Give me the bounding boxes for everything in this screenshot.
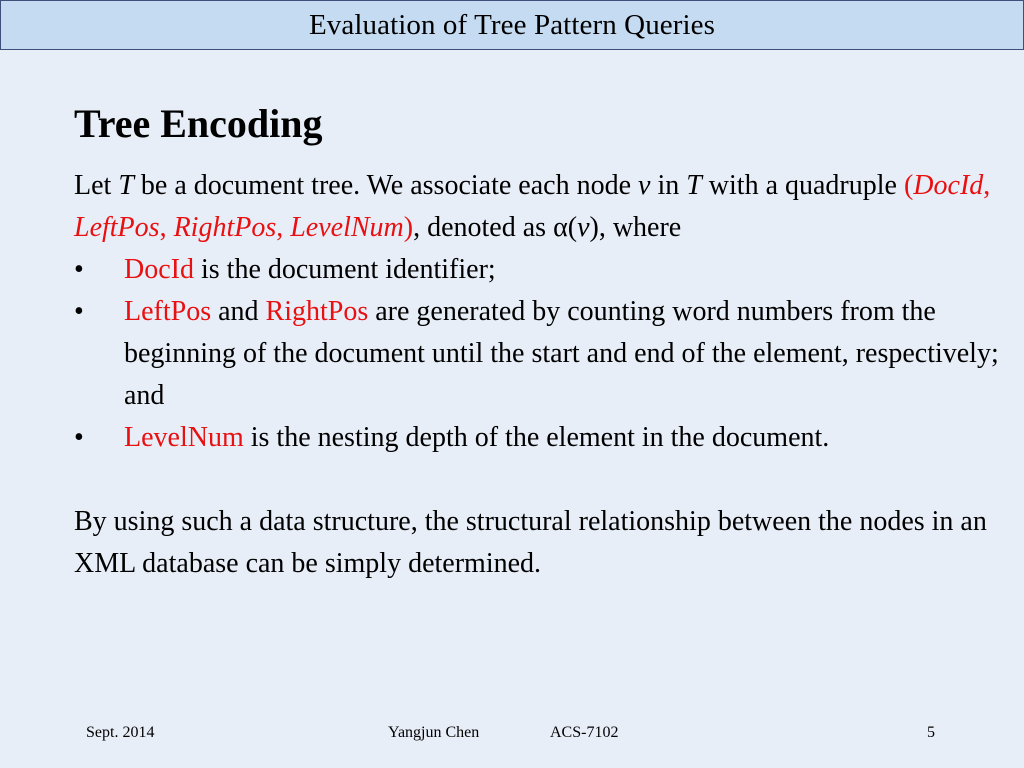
intro-text: in [650, 170, 687, 201]
var-v: v [577, 212, 590, 243]
quadruple-open: ( [903, 170, 914, 201]
footer-date: Sept. 2014 [86, 724, 155, 741]
footer-author: Yangjun Chen [388, 724, 480, 741]
bullet-item [74, 417, 1004, 459]
bullet-marker: • [74, 254, 84, 285]
intro-text: , denoted as [413, 212, 554, 243]
quad-sep: , [983, 170, 991, 201]
quad-leftpos: LeftPos [74, 212, 160, 243]
bullet-item [74, 291, 1004, 417]
intro-text: be a document tree. We associate each node [133, 170, 638, 201]
alpha-symbol: α [553, 212, 568, 243]
quad-docid: DocId [913, 170, 984, 201]
var-t: T [118, 170, 134, 201]
paren: ) [589, 212, 599, 243]
slide-title: Evaluation of Tree Pattern Queries [308, 8, 716, 41]
paragraph-spacer [74, 459, 1004, 501]
title-bar [0, 0, 1024, 50]
quad-sep: , [159, 212, 174, 243]
intro-paragraph [74, 165, 1004, 249]
footer-course: ACS-7102 [550, 724, 619, 741]
bullet-marker: • [74, 422, 84, 453]
intro-text: with a quadruple [701, 170, 904, 201]
quad-rightpos: RightPos [173, 212, 277, 243]
quad-levelnum: LevelNum [290, 212, 404, 243]
slide-body [74, 165, 1004, 585]
bullet-desc: is the document identifier; [193, 254, 496, 285]
bullet-desc: are generated by counting word numbers from the beginning of the document until the start and end of the element, respectively; and [124, 296, 999, 411]
bullet-marker: • [74, 296, 84, 327]
term-docid: DocId [124, 254, 194, 285]
bullet-item [74, 249, 1004, 291]
var-t: T [686, 170, 702, 201]
quadruple-close: ) [403, 212, 414, 243]
bullet-text [124, 291, 1004, 417]
bullet-desc: is the nesting depth of the element in the document. [243, 422, 830, 453]
term-levelnum: LevelNum [124, 422, 244, 453]
conclusion-paragraph: By using such a data structure, the structural relationship between the nodes in an XML database can be simply determined. [74, 506, 987, 579]
slide-heading: Tree Encoding [74, 101, 323, 146]
var-v: v [638, 170, 651, 201]
intro-text: Let [74, 170, 119, 201]
quad-sep: , [276, 212, 291, 243]
term-leftpos: LeftPos [124, 296, 212, 327]
bullet-text [124, 249, 1004, 291]
paren: ( [567, 212, 578, 243]
bullet-text [124, 417, 1004, 459]
intro-text: , where [598, 212, 682, 243]
term-rightpos: RightPos [265, 296, 369, 327]
bullet-conj: and [211, 296, 266, 327]
page-number: 5 [927, 724, 935, 741]
